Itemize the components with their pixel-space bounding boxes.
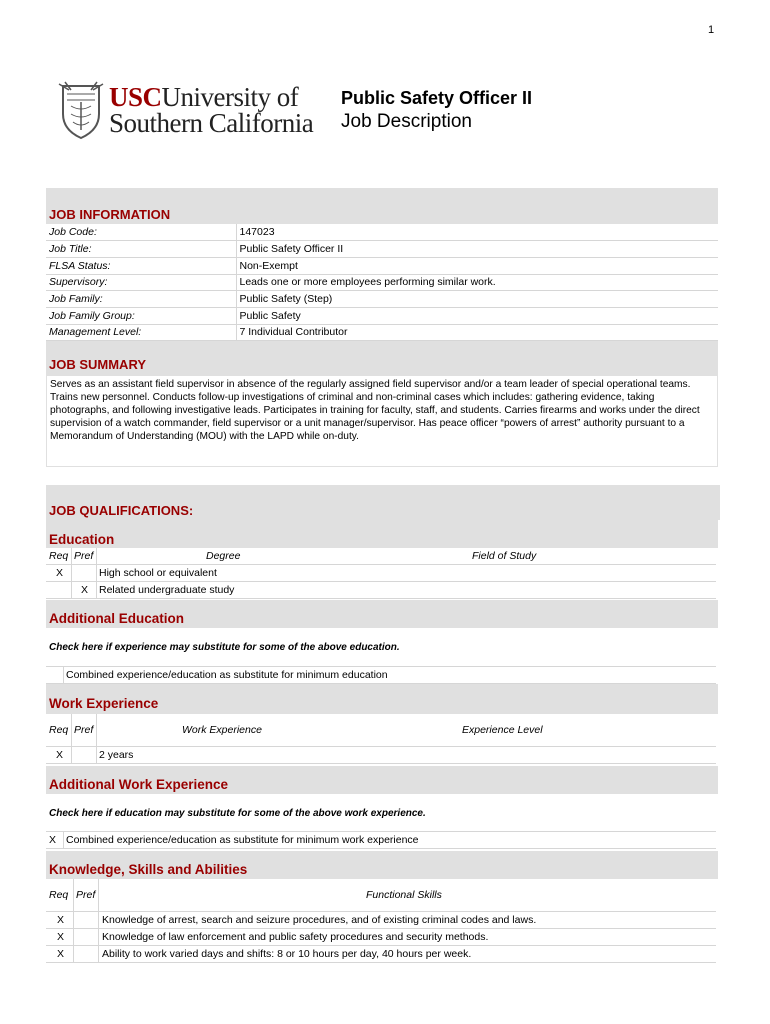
job-info-value: Leads one or more employees performing similar work.: [236, 274, 718, 291]
job-info-row: [46, 324, 718, 341]
additional-education-header: [46, 600, 718, 628]
ksa-req-mark: X: [57, 948, 65, 960]
additional-work-option: Combined experience/education as substitute for minimum work experience: [66, 834, 419, 846]
job-qualifications-heading: JOB QUALIFICATIONS:: [49, 503, 194, 518]
additional-education-option: Combined experience/education as substitute for minimum education: [66, 669, 388, 681]
ksa-req-mark: X: [57, 931, 65, 943]
additional-education-note-row: [46, 628, 716, 667]
page-number: 1: [708, 24, 715, 36]
ksa-row: [46, 946, 716, 963]
ksa-req-mark: X: [57, 914, 65, 926]
usc-logo: [57, 80, 332, 142]
education-row: [46, 565, 716, 582]
education-column-headers: [46, 548, 716, 565]
work-req-mark: X: [56, 749, 64, 761]
job-qualifications-header: [46, 485, 720, 520]
job-info-row: [46, 291, 718, 308]
job-summary-box: [46, 375, 718, 467]
job-summary-text: Serves as an assistant field supervisor in absence of the regularly assigned field supervisor and/or a team leader of special operational teams. Trains new personnel. Conducts follow-up investigations of criminal and non-criminal cases which includes: gathering evidence, taking photographs, and following investigative leads. Participates in training for faculty, staff, and students. Carries firearms and works under the direct supervision of a watch commander, field supervisor or a unit manager/supervisor. Has peace officer “powers of arrest” authority pursuant to a Memorandum of Understanding (MOU) with the LAPD while on-duty.: [46, 375, 718, 467]
logo-southern-california: Southern California: [109, 108, 314, 138]
logo-usc: USC: [109, 82, 162, 112]
education-req-mark: X: [56, 567, 64, 579]
job-info-value: 147023: [236, 224, 718, 241]
education-col-field: Field of Study: [472, 550, 537, 562]
work-col-experience: Work Experience: [182, 724, 262, 736]
work-experience-row: [46, 747, 716, 764]
additional-work-option-row: [46, 832, 716, 849]
ksa-header: [46, 851, 718, 879]
document-subtitle: Job Description: [341, 111, 472, 132]
education-header: [46, 520, 718, 548]
job-info-value: 7 Individual Contributor: [236, 324, 718, 341]
job-info-row: [46, 241, 718, 258]
logo-university-of: University of: [161, 82, 299, 112]
work-experience-column-headers: [46, 714, 716, 747]
additional-education-option-row: [46, 667, 716, 684]
job-info-label: Job Family:: [46, 291, 236, 308]
job-info-row: [46, 307, 718, 324]
additional-work-heading: Additional Work Experience: [49, 777, 229, 792]
ksa-col-skills: Functional Skills: [366, 889, 442, 901]
work-experience-value: 2 years: [99, 749, 134, 761]
job-info-label: Job Code:: [46, 224, 236, 241]
ksa-col-req: Req: [49, 889, 69, 901]
ksa-row: [46, 912, 716, 929]
work-col-pref: Pref: [74, 724, 94, 736]
usc-seal-icon: [57, 80, 105, 140]
education-pref-mark: X: [81, 584, 89, 596]
education-degree: High school or equivalent: [99, 567, 217, 579]
education-col-pref: Pref: [74, 550, 94, 562]
job-info-label: Job Title:: [46, 241, 236, 258]
work-experience-header: [46, 684, 718, 714]
work-col-level: Experience Level: [462, 724, 543, 736]
additional-work-note: Check here if education may substitute for some of the above work experience.: [49, 807, 426, 819]
logo-wordmark-line1: [109, 84, 298, 111]
job-summary-heading: JOB SUMMARY: [49, 357, 147, 372]
job-info-label: Management Level:: [46, 324, 236, 341]
job-info-value: Public Safety (Step): [236, 291, 718, 308]
additional-education-note: Check here if experience may substitute for some of the above education.: [49, 641, 400, 653]
job-info-row: [46, 257, 718, 274]
job-info-value: Non-Exempt: [236, 257, 718, 274]
job-info-label: Job Family Group:: [46, 307, 236, 324]
job-information-table: [46, 224, 718, 341]
education-degree: Related undergraduate study: [99, 584, 235, 596]
document-title: Public Safety Officer II: [341, 88, 533, 108]
ksa-col-pref: Pref: [76, 889, 96, 901]
ksa-column-headers: [46, 879, 716, 912]
job-info-value: Public Safety: [236, 307, 718, 324]
job-info-label: Supervisory:: [46, 274, 236, 291]
work-experience-heading: Work Experience: [49, 696, 159, 711]
job-info-row: [46, 274, 718, 291]
education-col-req: Req: [49, 550, 69, 562]
ksa-row: [46, 929, 716, 946]
work-col-req: Req: [49, 724, 69, 736]
job-information-header: [46, 188, 718, 224]
additional-work-header: [46, 766, 718, 794]
ksa-skill-text: Knowledge of arrest, search and seizure procedures, and of existing criminal codes and laws.: [102, 914, 537, 926]
job-info-row: [46, 224, 718, 241]
education-row: [46, 582, 716, 599]
education-heading: Education: [49, 532, 115, 547]
additional-work-note-row: [46, 794, 716, 832]
job-info-value: Public Safety Officer II: [236, 241, 718, 258]
job-information-heading: JOB INFORMATION: [49, 207, 171, 222]
ksa-heading: Knowledge, Skills and Abilities: [49, 862, 248, 877]
ksa-skill-text: Knowledge of law enforcement and public safety procedures and security methods.: [102, 931, 489, 943]
education-col-degree: Degree: [206, 550, 241, 562]
job-summary-header: [46, 341, 718, 375]
additional-work-checkbox[interactable]: X: [49, 834, 57, 846]
additional-education-heading: Additional Education: [49, 611, 184, 626]
ksa-skill-text: Ability to work varied days and shifts: 8 or 10 hours per day, 40 hours per week.: [102, 948, 472, 960]
job-info-label: FLSA Status:: [46, 257, 236, 274]
